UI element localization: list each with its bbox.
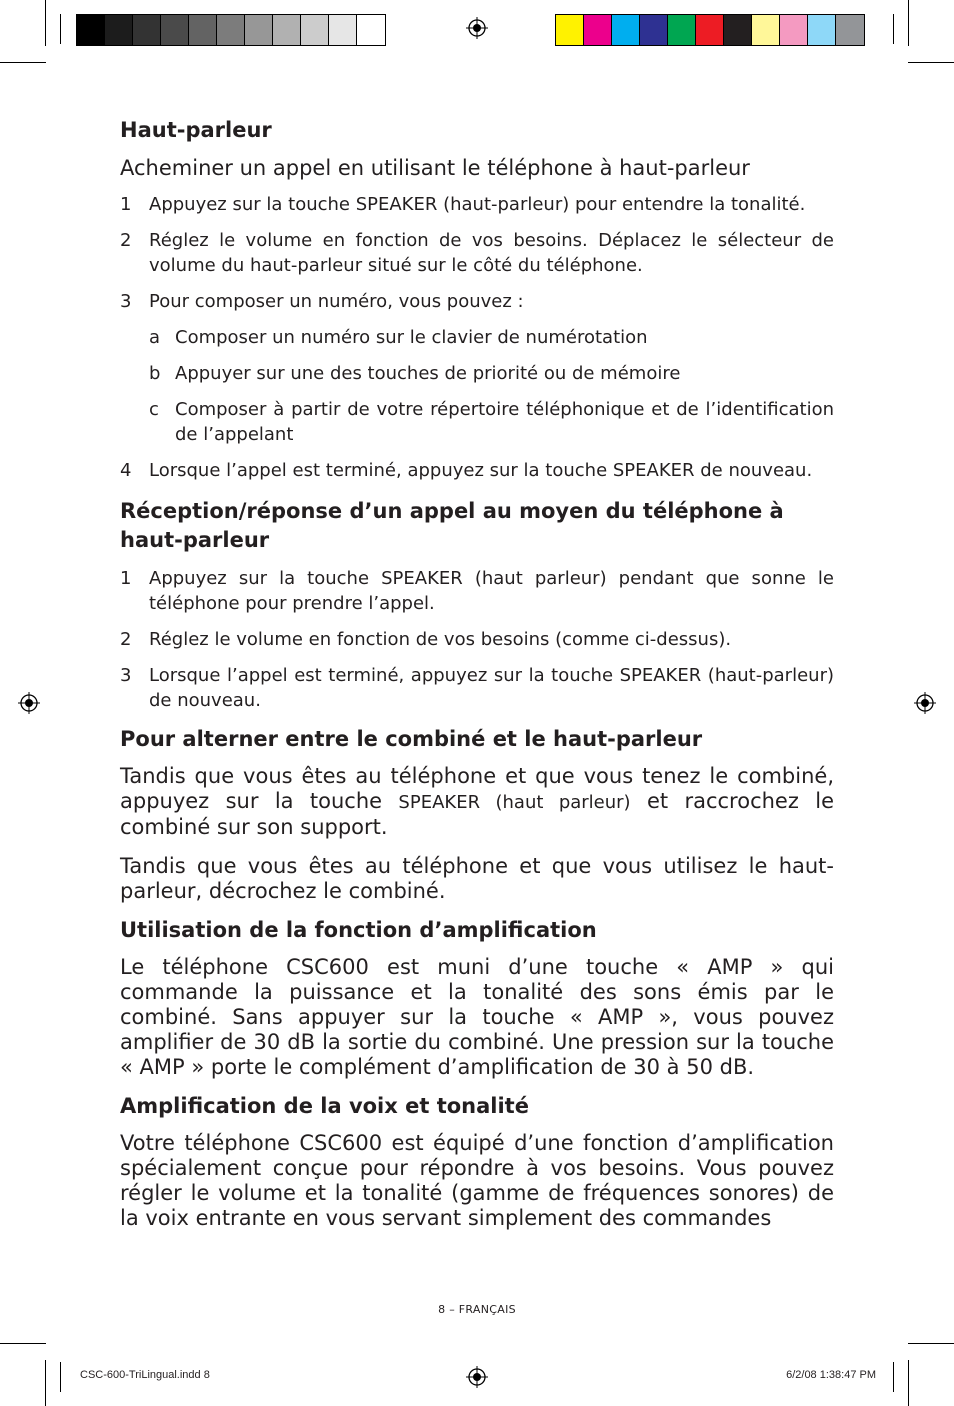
crop-mark [908,1360,909,1406]
color-swatch [780,15,808,45]
sub-list-item: a Composer un numéro sur le clavier de numérotation [149,327,648,348]
color-swatch [836,15,864,45]
color-swatch [161,15,189,45]
page-content [120,116,834,1231]
registration-mark-icon [914,692,936,714]
slug-filename: CSC-600-TriLingual.indd 8 [80,1369,210,1381]
color-swatch [329,15,357,45]
paragraph: Tandis que vous êtes au téléphone et que vous tenez le combiné, appuyez sur la touche SPEAKER (haut parleur) et raccrochez le combiné sur son support. [120,764,834,839]
grayscale-color-bar [76,14,386,46]
color-swatch [640,15,668,45]
list-item: 4 Lorsque l’appel est terminé, appuyez sur la touche SPEAKER de nouveau. [120,460,813,481]
color-swatch [696,15,724,45]
color-swatch [752,15,780,45]
registration-mark-icon [18,692,40,714]
color-swatch [77,15,105,45]
slug-timestamp: 6/2/08 1:38:47 PM [786,1369,876,1381]
section-title-switch: Pour alterner entre le combiné et le haut-parleur [120,727,703,751]
section-subtitle: Acheminer un appel en utilisant le téléphone à haut-parleur [120,156,750,180]
crop-mark [60,1362,61,1392]
list-item: 3 Lorsque l’appel est terminé, appuyez sur la touche SPEAKER (haut-parleur) de nouveau. [120,665,834,711]
crop-mark [60,14,61,44]
color-swatch [217,15,245,45]
crop-mark [908,62,954,63]
crop-mark [0,62,46,63]
color-swatch [584,15,612,45]
color-swatch [724,15,752,45]
list-item: 1 Appuyez sur la touche SPEAKER (haut parleur) pendant que sonne le téléphone pour prendre l’appel. [120,568,834,614]
list-item: 3 Pour composer un numéro, vous pouvez : [120,291,524,312]
color-swatch [668,15,696,45]
process-color-bar [555,14,865,46]
section-title-amplification: Utilisation de la fonction d’amplification [120,918,597,942]
sub-list-item: c Composer à partir de votre répertoire téléphonique et de l’identification de l’appelant [149,399,834,445]
crop-mark [908,1343,954,1344]
color-swatch [808,15,836,45]
color-swatch [189,15,217,45]
sub-list-item: b Appuyer sur une des touches de priorité ou de mémoire [149,363,681,384]
crop-mark [45,1360,46,1406]
crop-mark [893,1362,894,1392]
paragraph: Le téléphone CSC600 est muni d’une touche « AMP » qui commande la puissance et la tonalité des sons émis par le combiné. Sans appuyer sur la touche « AMP », vous pouvez amplifier de 30 dB la sortie du combiné. Une pression sur la touche « AMP » porte le complément d’amplification de 30 à 50 dB. [120,955,834,1079]
crop-mark [45,0,46,46]
color-swatch [357,15,385,45]
list-item: 2 Réglez le volume en fonction de vos besoins. Déplacez le sélecteur de volume du haut-parleur situé sur le côté du téléphone. [120,230,834,276]
page-footer: 8 – FRANÇAIS [438,1303,516,1316]
registration-mark-icon [466,1366,488,1388]
crop-mark [0,1343,46,1344]
color-swatch [301,15,329,45]
paragraph: Votre téléphone CSC600 est équipé d’une fonction d’amplification spécialement conçue pour répondre à vos besoins. Vous pouvez régler le volume et la tonalité (gamme de fréquences sonores) de la voix entrante en vous servant simplement des commandes [120,1131,834,1230]
color-swatch [556,15,584,45]
color-swatch [105,15,133,45]
paragraph: Tandis que vous êtes au téléphone et que vous utilisez le haut-parleur, décrochez le combiné. [120,854,834,903]
color-swatch [273,15,301,45]
color-swatch [133,15,161,45]
section-title-answer-call: Réception/réponse d’un appel au moyen du téléphone à haut-parleur [120,499,784,552]
registration-mark-icon [466,17,488,39]
crop-mark [893,14,894,44]
crop-mark [908,0,909,46]
list-item: 1 Appuyez sur la touche SPEAKER (haut-parleur) pour entendre la tonalité. [120,194,806,215]
section-title-speaker: Haut-parleur [120,118,272,142]
color-swatch [245,15,273,45]
list-item: 2 Réglez le volume en fonction de vos besoins (comme ci-dessus). [120,629,732,650]
section-title-voice: Amplification de la voix et tonalité [120,1094,529,1118]
color-swatch [612,15,640,45]
